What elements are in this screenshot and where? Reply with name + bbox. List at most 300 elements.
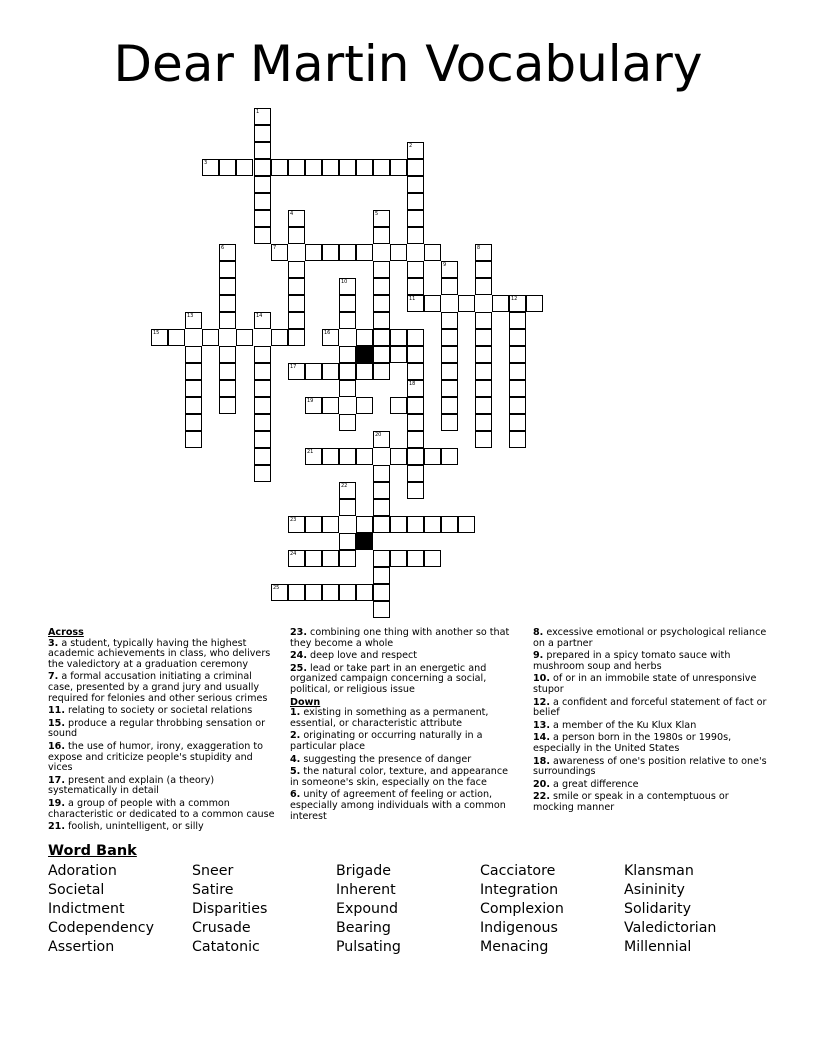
word-bank-item: Indictment — [48, 901, 125, 917]
clue-number: 22 — [341, 483, 348, 489]
grid-cell[interactable] — [475, 346, 492, 363]
grid-cell[interactable] — [254, 159, 271, 176]
down-clue — [533, 780, 768, 791]
grid-cell[interactable] — [254, 193, 271, 210]
grid-cell[interactable] — [288, 159, 305, 176]
clue-number-label: 7. — [48, 671, 59, 683]
grid-cell[interactable] — [441, 329, 458, 346]
clue-number: 1 — [256, 109, 260, 115]
clue-number: 17 — [290, 364, 297, 370]
grid-cell[interactable] — [475, 329, 492, 346]
grid-cell[interactable] — [373, 482, 390, 499]
clue-number: 18 — [409, 381, 416, 387]
clue-number-label: 3. — [48, 637, 59, 649]
grid-cell[interactable] — [322, 584, 339, 601]
word-bank-item: Bearing — [336, 920, 391, 936]
grid-cell[interactable] — [424, 244, 441, 261]
clue-text: deep love and respect — [307, 650, 418, 662]
grid-cell[interactable] — [254, 380, 271, 397]
grid-cell[interactable] — [185, 414, 202, 431]
grid-cell[interactable] — [509, 329, 526, 346]
down-clues — [290, 708, 518, 822]
across-clue — [48, 776, 280, 797]
grid-cell[interactable] — [526, 295, 543, 312]
grid-cell[interactable] — [254, 176, 271, 193]
across-clue — [48, 639, 280, 671]
grid-cell[interactable] — [356, 346, 373, 363]
grid-cell[interactable] — [288, 295, 305, 312]
grid-cell[interactable] — [407, 397, 424, 414]
clue-number-label: 22. — [533, 791, 550, 803]
word-bank-item: Cacciatore — [480, 863, 556, 879]
grid-cell[interactable] — [219, 397, 236, 414]
clue-number-label: 20. — [533, 778, 550, 790]
clue-text: a group of people with a common characteristic or dedicated to a common cause — [48, 797, 275, 820]
down-clue — [533, 721, 768, 732]
clue-text: existing in something as a permanent, essential, or characteristic attribute — [290, 707, 489, 729]
grid-cell[interactable] — [475, 363, 492, 380]
clue-number: 12 — [511, 296, 518, 302]
grid-cell[interactable] — [185, 346, 202, 363]
word-bank-item: Menacing — [480, 939, 549, 955]
down-clue — [290, 731, 518, 752]
grid-cell[interactable] — [407, 346, 424, 363]
clue-number: 4 — [290, 211, 294, 217]
grid-cell[interactable] — [509, 312, 526, 329]
grid-cell[interactable] — [407, 414, 424, 431]
down-clue — [533, 698, 768, 719]
grid-cell[interactable] — [219, 363, 236, 380]
grid-cell[interactable] — [219, 159, 236, 176]
down-clue — [290, 790, 518, 822]
grid-cell[interactable] — [390, 448, 407, 465]
grid-cell[interactable] — [424, 550, 441, 567]
grid-cell[interactable] — [185, 431, 202, 448]
grid-cell[interactable] — [475, 431, 492, 448]
page-title: Dear Martin Vocabulary — [113, 35, 703, 93]
clue-number-label: 4. — [290, 753, 301, 765]
grid-cell[interactable] — [441, 414, 458, 431]
grid-cell[interactable] — [373, 346, 390, 363]
clue-number: 24 — [290, 551, 297, 557]
grid-cell[interactable] — [339, 499, 356, 516]
grid-cell[interactable] — [373, 363, 390, 380]
grid-cell[interactable] — [322, 363, 339, 380]
grid-cell[interactable] — [441, 363, 458, 380]
clue-text: foolish, unintelligent, or silly — [65, 821, 204, 833]
word-bank-item: Klansman — [624, 863, 694, 879]
down-clue — [533, 792, 768, 813]
grid-cell[interactable] — [373, 601, 390, 618]
clue-text: excessive emotional or psychological reliance on a partner — [533, 627, 767, 649]
clue-number: 23 — [290, 517, 297, 523]
grid-cell[interactable] — [424, 516, 441, 533]
grid-cell-black — [356, 533, 373, 550]
down-clue — [290, 767, 518, 788]
grid-cell[interactable] — [407, 159, 424, 176]
grid-cell[interactable] — [356, 397, 373, 414]
word-bank-item: Sneer — [192, 863, 234, 879]
grid-cell[interactable] — [458, 516, 475, 533]
grid-cell[interactable] — [288, 329, 305, 346]
clue-number-label: 12. — [533, 696, 550, 708]
word-bank-item: Codependency — [48, 920, 154, 936]
clue-number: 3 — [204, 160, 208, 166]
grid-cell[interactable] — [322, 244, 339, 261]
grid-cell[interactable] — [254, 363, 271, 380]
down-clue — [290, 708, 518, 729]
word-bank-item: Complexion — [480, 901, 564, 917]
word-bank-item: Integration — [480, 882, 559, 898]
word-bank-item: Indigenous — [480, 920, 558, 936]
word-bank-item: Adoration — [48, 863, 117, 879]
clue-text: lead or take part in an energetic and organized campaign concerning a social, political, or religious issue — [290, 662, 487, 695]
grid-cell[interactable] — [475, 278, 492, 295]
grid-cell[interactable] — [185, 397, 202, 414]
clue-number-label: 10. — [533, 673, 550, 685]
grid-cell[interactable] — [441, 516, 458, 533]
clue-number: 6 — [221, 245, 225, 251]
clue-number-label: 11. — [48, 705, 65, 717]
grid-cell[interactable] — [356, 363, 373, 380]
grid-cell[interactable] — [254, 465, 271, 482]
down-clue — [533, 651, 768, 672]
across-clue — [48, 672, 280, 704]
grid-cell[interactable] — [509, 431, 526, 448]
grid-cell[interactable] — [373, 312, 390, 329]
grid-cell[interactable] — [339, 448, 356, 465]
grid-cell[interactable] — [475, 312, 492, 329]
grid-cell[interactable] — [202, 329, 219, 346]
grid-cell[interactable] — [492, 295, 509, 312]
across-clues-continued — [290, 628, 518, 696]
word-bank-column — [192, 862, 267, 957]
grid-cell[interactable] — [254, 397, 271, 414]
grid-cell[interactable] — [390, 516, 407, 533]
grid-cell[interactable] — [407, 210, 424, 227]
clue-number: 11 — [409, 296, 416, 302]
grid-cell[interactable] — [475, 397, 492, 414]
word-bank-item: Pulsating — [336, 939, 401, 955]
grid-cell[interactable] — [407, 363, 424, 380]
clue-text: a student, typically having the highest academic achievements in class, who delivers the valedictory at a graduation ceremony — [48, 637, 271, 670]
clues-column-2 — [290, 628, 518, 824]
word-bank-item: Satire — [192, 882, 234, 898]
grid-cell[interactable] — [322, 159, 339, 176]
clue-text: a formal accusation initiating a criminal case, presented by a grand jury and usually required for felonies and other serious crimes — [48, 671, 268, 704]
grid-cell[interactable] — [339, 533, 356, 550]
grid-cell[interactable] — [339, 346, 356, 363]
grid-cell[interactable] — [390, 244, 407, 261]
grid-cell[interactable] — [407, 550, 424, 567]
grid-cell[interactable] — [254, 346, 271, 363]
clue-number-label: 19. — [48, 797, 65, 809]
across-clue — [48, 719, 280, 740]
grid-cell[interactable] — [373, 329, 390, 346]
down-header: Down — [290, 696, 321, 708]
grid-cell[interactable] — [509, 346, 526, 363]
grid-cell[interactable] — [322, 550, 339, 567]
grid-cell[interactable] — [168, 329, 185, 346]
grid-cell[interactable] — [509, 397, 526, 414]
grid-cell[interactable] — [441, 448, 458, 465]
clue-text: the natural color, texture, and appearance in someone's skin, especially on the face — [290, 766, 509, 788]
grid-cell[interactable] — [373, 227, 390, 244]
word-bank-item: Disparities — [192, 901, 268, 917]
grid-cell[interactable] — [219, 278, 236, 295]
grid-cell[interactable] — [458, 295, 475, 312]
across-clue — [290, 664, 518, 696]
grid-cell[interactable] — [339, 550, 356, 567]
grid-cell[interactable] — [236, 159, 253, 176]
clue-number: 15 — [153, 330, 160, 336]
clue-number-label: 21. — [48, 821, 65, 833]
grid-cell[interactable] — [185, 363, 202, 380]
across-clue — [48, 742, 280, 774]
grid-cell[interactable] — [373, 499, 390, 516]
grid-cell[interactable] — [356, 159, 373, 176]
down-clue — [533, 674, 768, 695]
grid-cell[interactable] — [407, 176, 424, 193]
grid-cell[interactable] — [219, 312, 236, 329]
grid-cell[interactable] — [407, 278, 424, 295]
grid-cell[interactable] — [441, 346, 458, 363]
clue-text: combining one thing with another so that they become a whole — [290, 627, 510, 649]
down-clue — [533, 628, 768, 649]
grid-cell[interactable] — [509, 380, 526, 397]
clue-number: 9 — [443, 262, 447, 268]
clues-column-1 — [48, 628, 280, 835]
clue-number: 2 — [409, 143, 413, 149]
grid-cell[interactable] — [407, 448, 424, 465]
clue-text: of or in an immobile state of unresponsive stupor — [533, 673, 757, 695]
grid-cell[interactable] — [407, 431, 424, 448]
grid-cell[interactable] — [254, 431, 271, 448]
grid-cell[interactable] — [305, 516, 322, 533]
grid-cell[interactable] — [185, 380, 202, 397]
clue-number: 13 — [187, 313, 194, 319]
clue-text: present and explain (a theory) systematically in detail — [48, 774, 215, 797]
clue-number-label: 1. — [290, 707, 301, 719]
clue-number-label: 23. — [290, 627, 307, 638]
grid-cell[interactable] — [356, 329, 373, 346]
clue-text: a confident and forceful statement of fact or belief — [533, 696, 767, 719]
clue-text: awareness of one's position relative to one's surroundings — [533, 755, 767, 778]
clue-text: unity of agreement of feeling or action, especially among individuals with a common interest — [290, 789, 506, 822]
clue-number-label: 16. — [48, 740, 65, 752]
clue-number: 20 — [375, 432, 382, 438]
word-bank-item: Expound — [336, 901, 399, 917]
grid-cell[interactable] — [373, 516, 390, 533]
clue-number: 16 — [324, 330, 331, 336]
grid-cell[interactable] — [288, 584, 305, 601]
grid-cell[interactable] — [356, 448, 373, 465]
grid-cell[interactable] — [305, 550, 322, 567]
grid-cell[interactable] — [373, 278, 390, 295]
grid-cell[interactable] — [475, 380, 492, 397]
across-clues — [48, 639, 280, 833]
clue-text: a great difference — [550, 778, 639, 790]
grid-cell[interactable] — [254, 142, 271, 159]
clue-number-label: 18. — [533, 755, 550, 767]
clue-text: produce a regular throbbing sensation or sound — [48, 717, 266, 740]
word-bank-column — [480, 862, 564, 957]
grid-cell[interactable] — [254, 227, 271, 244]
grid-cell[interactable] — [356, 244, 373, 261]
across-clue — [48, 706, 280, 717]
down-clue — [290, 755, 518, 766]
grid-cell[interactable] — [322, 516, 339, 533]
across-clue — [48, 822, 280, 833]
grid-cell[interactable] — [390, 397, 407, 414]
word-bank-column — [624, 862, 716, 957]
grid-cell[interactable] — [254, 414, 271, 431]
grid-cell[interactable] — [407, 482, 424, 499]
grid-cell[interactable] — [305, 584, 322, 601]
clue-number-label: 25. — [290, 662, 307, 674]
word-bank-item: Assertion — [48, 939, 115, 955]
grid-cell[interactable] — [475, 414, 492, 431]
word-bank-item: Catatonic — [192, 939, 260, 955]
word-bank-item: Inherent — [336, 882, 396, 898]
clue-number: 8 — [477, 245, 481, 251]
grid-cell[interactable] — [407, 465, 424, 482]
grid-cell[interactable] — [322, 397, 339, 414]
grid-cell[interactable] — [305, 363, 322, 380]
clue-number: 19 — [307, 398, 314, 404]
grid-cell[interactable] — [356, 584, 373, 601]
clue-number-label: 17. — [48, 774, 65, 786]
word-bank-item: Asininity — [624, 882, 685, 898]
grid-cell[interactable] — [407, 516, 424, 533]
down-clue — [533, 733, 768, 754]
grid-cell[interactable] — [373, 295, 390, 312]
clue-number-label: 24. — [290, 650, 307, 662]
grid-cell[interactable] — [373, 159, 390, 176]
grid-cell[interactable] — [373, 550, 390, 567]
clue-number-label: 9. — [533, 650, 544, 662]
grid-cell[interactable] — [509, 414, 526, 431]
grid-cell[interactable] — [339, 159, 356, 176]
grid-cell[interactable] — [254, 210, 271, 227]
clue-text: suggesting the presence of danger — [300, 753, 472, 765]
clue-number: 7 — [273, 245, 277, 251]
clue-number: 21 — [307, 449, 314, 455]
grid-cell[interactable] — [390, 329, 407, 346]
clue-number-label: 6. — [290, 789, 301, 801]
grid-cell[interactable] — [373, 567, 390, 584]
grid-cell[interactable] — [407, 227, 424, 244]
clue-number: 25 — [273, 585, 280, 591]
clue-number: 14 — [256, 313, 263, 319]
grid-cell[interactable] — [441, 397, 458, 414]
word-bank-item: Millennial — [624, 939, 692, 955]
grid-cell[interactable] — [373, 584, 390, 601]
grid-cell[interactable] — [339, 414, 356, 431]
grid-cell[interactable] — [339, 584, 356, 601]
grid-cell[interactable] — [219, 261, 236, 278]
down-clue — [533, 757, 768, 778]
grid-cell[interactable] — [390, 550, 407, 567]
grid-cell[interactable] — [219, 380, 236, 397]
grid-cell[interactable] — [288, 261, 305, 278]
grid-cell[interactable] — [475, 261, 492, 278]
clue-text: originating or occurring naturally in a particular place — [290, 730, 483, 752]
clue-number: 10 — [341, 279, 348, 285]
clue-text: a member of the Ku Klux Klan — [550, 719, 697, 731]
grid-cell[interactable] — [441, 278, 458, 295]
grid-cell[interactable] — [236, 329, 253, 346]
grid-cell[interactable] — [424, 448, 441, 465]
word-bank-item: Solidarity — [624, 901, 692, 917]
clue-number-label: 5. — [290, 766, 301, 778]
grid-cell[interactable] — [441, 380, 458, 397]
across-clue — [290, 628, 518, 649]
grid-cell[interactable] — [305, 159, 322, 176]
clue-text: smile or speak in a contemptuous or mocking manner — [533, 791, 729, 813]
clue-number-label: 2. — [290, 730, 301, 742]
grid-cell[interactable] — [390, 159, 407, 176]
grid-cell[interactable] — [339, 312, 356, 329]
clue-number-label: 8. — [533, 627, 544, 638]
grid-cell[interactable] — [407, 329, 424, 346]
grid-cell[interactable] — [441, 312, 458, 329]
grid-cell[interactable] — [322, 448, 339, 465]
clue-text: a person born in the 1980s or 1990s, especially in the United States — [533, 732, 732, 754]
grid-cell[interactable] — [288, 312, 305, 329]
grid-cell[interactable] — [219, 346, 236, 363]
word-bank-column — [48, 862, 154, 957]
grid-cell[interactable] — [373, 465, 390, 482]
word-bank-item: Crusade — [192, 920, 251, 936]
clue-text: relating to society or societal relations — [65, 705, 253, 717]
clue-number: 5 — [375, 211, 379, 217]
grid-cell[interactable] — [424, 295, 441, 312]
across-header: Across — [48, 627, 84, 638]
grid-cell[interactable] — [271, 329, 288, 346]
grid-cell[interactable] — [305, 244, 322, 261]
grid-cell[interactable] — [339, 244, 356, 261]
grid-cell[interactable] — [390, 346, 407, 363]
word-bank-title: Word Bank — [48, 843, 137, 859]
grid-cell[interactable] — [271, 159, 288, 176]
grid-cell[interactable] — [288, 227, 305, 244]
word-bank-item: Valedictorian — [624, 920, 717, 936]
clue-text: prepared in a spicy tomato sauce with mushroom soup and herbs — [533, 650, 731, 672]
clue-text: the use of humor, irony, exaggeration to expose and criticize people's stupidity and vices — [48, 740, 263, 774]
grid-cell[interactable] — [339, 363, 356, 380]
grid-cell[interactable] — [254, 125, 271, 142]
grid-cell[interactable] — [339, 295, 356, 312]
grid-cell[interactable] — [254, 448, 271, 465]
clues-column-3 — [533, 628, 768, 816]
word-bank-item: Societal — [48, 882, 105, 898]
word-bank-item: Brigade — [336, 863, 391, 879]
clue-number-label: 15. — [48, 717, 65, 729]
grid-cell[interactable] — [407, 261, 424, 278]
grid-cell[interactable] — [407, 193, 424, 210]
across-clue — [290, 651, 518, 662]
down-clues-continued — [533, 628, 768, 814]
grid-cell[interactable] — [356, 516, 373, 533]
word-bank-column — [336, 862, 401, 957]
grid-cell[interactable] — [373, 261, 390, 278]
grid-cell[interactable] — [288, 278, 305, 295]
grid-cell[interactable] — [509, 363, 526, 380]
grid-cell[interactable] — [339, 380, 356, 397]
grid-cell[interactable] — [219, 295, 236, 312]
clue-number-label: 13. — [533, 719, 550, 731]
